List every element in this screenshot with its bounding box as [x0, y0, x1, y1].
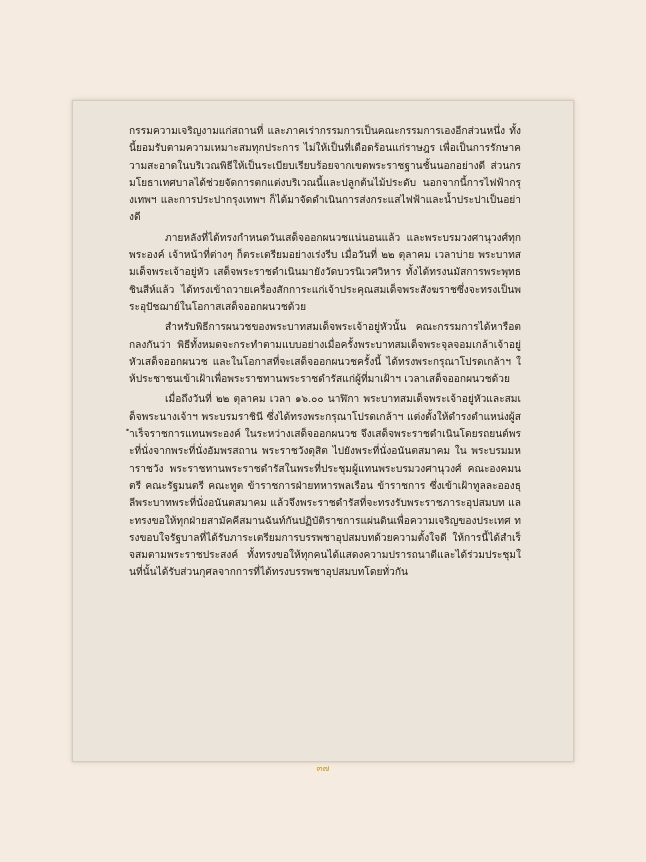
paragraph-2: ภายหลังที่ได้ทรงกำหนดวันเสด็จออกผนวชแน่นอนแล้ว และพระบรมวงศานุวงศ์ทุกพระองค์ เจ้าหน้าที่ต่างๆ ก็ตระเตรียมอย่างเร่งรีบ เมื่อวันที่ ๒๒ ตุลาคม เวลาบ่าย พระบาทสมเด็จพระเจ้าอยู่หัว เสด็จพระราชดำเนินมายังวัดบวรนิเวศวิหาร ทั้งได้ทรงนมัสการพระพุทธชินสีห์แล้ว ได้ทรงเข้าถวายเครื่องสักการะแก่เจ้าประคุณสมเด็จพระสังฆราชซึ่งจะทรงเป็นพระอุปัชฌาย์ในโอกาสเสด็จออกผนวชด้วย — [129, 232, 521, 313]
paragraph-1: กรรมความเจริญงามแก่สถานที่ และภาคเร่ากรรมการเป็นคณะกรรมการเองอีกส่วนหนึ่ง ทั้งนี้ยอมรับตามความเหมาะสมทุกประการ ไม่ให้เป็นที่เดือดร้อนแก่ราษฎร เพื่อเป็นการรักษาความสะอาดในบริเวณพิธีให้เป็นระเบียบเรียบร้อยจากเขตพระราชฐานชั้นนอกอย่างดี ส่วนกรมโยธาเทศบาลได้ช่วยจัดการตกแต่งบริเวณนี้และปลูกต้นไม้ประดับ นอกจากนี้การไฟฟ้ากรุงเทพฯ และการประปากรุงเทพฯ ก็ได้มาจัดดำเนินการส่งกระแสไฟฟ้าและน้ำประปาเป็นอย่างดี — [129, 126, 521, 224]
paragraph-3: สำหรับพิธีการผนวชของพระบาทสมเด็จพระเจ้าอยู่หัวนั้น คณะกรรมการได้หารือตกลงกันว่า พิธีทั้งหมดจะกระทำตามแบบอย่างเมื่อครั้งพระบาทสมเด็จพระจุลจอมเกล้าเจ้าอยู่หัวเสด็จออกผนวช และในโอกาสที่จะเสด็จออกผนวชครั้งนี้ ได้ทรงพระกรุณาโปรดเกล้าฯ ให้ประชาชนเข้าเฝ้าเพื่อพระราชทานพระราชดำรัสแก่ผู้ที่มาเฝ้าฯ เวลาเสด็จออกผนวชด้วย — [129, 322, 521, 386]
page-number: ๓๗ — [316, 764, 330, 774]
body-text — [129, 123, 521, 585]
document-page — [72, 100, 574, 762]
paragraph-4: เมื่อถึงวันที่ ๒๒ ตุลาคม เวลา ๑๖.๐๐ นาฬิกา พระบาทสมเด็จพระเจ้าอยู่หัวและสมเด็จพระนางเจ้าฯ พระบรมราชินี ซึ่งได้ทรงพระกรุณาโปรดเกล้าฯ แต่งตั้งให้ดำรงตำแหน่งผู้สำเร็จราชการแทนพระองค์ ในระหว่างเสด็จออกผนวช จึงเสด็จพระราชดำเนินโดยรถยนต์พระที่นั่งจากพระที่นั่งอัมพรสถาน พระราชวังดุสิต ไปยังพระที่นั่งอนันตสมาคม ใน พระบรมมหาราชวัง พระราชทานพระราชดำรัสในพระที่ประชุมผู้แทนพระบรมวงศานุวงศ์ คณะองคมนตรี คณะรัฐมนตรี คณะทูต ข้าราชการฝ่ายทหารพลเรือน ข้าราชการ ซึ่งเข้าเฝ้าทูลละอองธุลีพระบาทพระที่นั่งอนันตสมาคม แล้วจึงพระราชดำรัสที่จะทรงรับพระราชภาระอุปสมบท และทรงขอให้ทุกฝ่ายสามัคคีสมานฉันท์กันปฏิบัติราชการแผ่นดินเพื่อความเจริญของประเทศ ทรงขอบใจรัฐบาลที่ได้รับภาระเตรียมการบรรพชาอุปสมบทด้วยความตั้งใจดี ให้การนี้ได้สำเร็จสมตามพระราชประสงค์ ทั้งทรงขอให้ทุกคนได้แสดงความปรารถนาดีและได้ร่วมประชุมในที่นั้นได้รับส่วนกุศลจากการที่ได้ทรงบรรพชาอุปสมบทโดยทั่วกัน — [129, 394, 521, 579]
